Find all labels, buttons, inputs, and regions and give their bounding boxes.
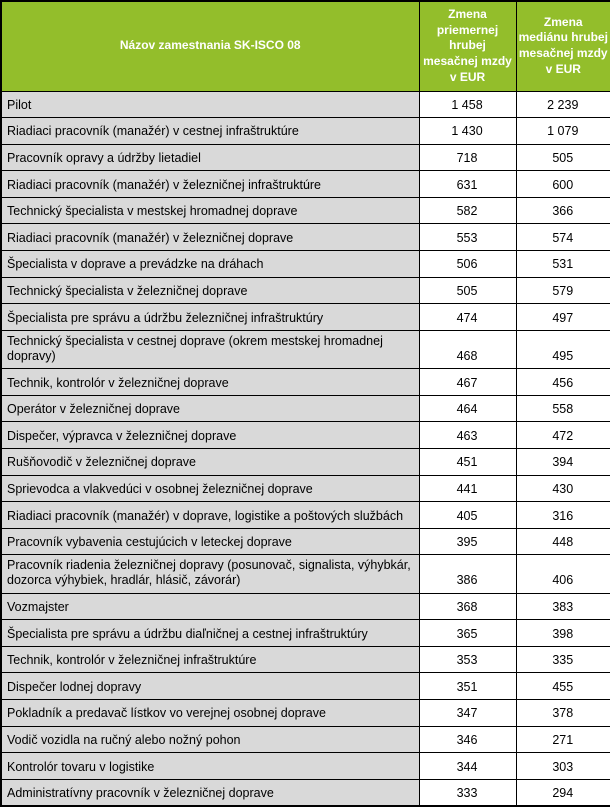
table-row xyxy=(1,673,610,700)
avg-wage-change-cell: 346 xyxy=(419,726,516,753)
avg-wage-change-cell: 347 xyxy=(419,700,516,727)
header-occupation-name: Názov zamestnania SK-ISCO 08 xyxy=(1,1,419,91)
median-wage-change-cell: 383 xyxy=(516,593,610,620)
occupation-name-cell: Technik, kontrolór v železničnej infraštruktúre xyxy=(1,646,419,673)
median-wage-change-cell: 1 079 xyxy=(516,118,610,145)
avg-wage-change-cell: 1 458 xyxy=(419,91,516,118)
occupation-name-cell: Vodič vozidla na ručný alebo nožný pohon xyxy=(1,726,419,753)
occupation-name-cell: Riadiaci pracovník (manažér) v železničnej doprave xyxy=(1,224,419,251)
header-median-wage-change: Zmena mediánu hrubej mesačnej mzdy v EUR xyxy=(516,1,610,91)
avg-wage-change-cell: 386 xyxy=(419,555,516,593)
occupation-name-cell: Riadiaci pracovník (manažér) v cestnej infraštruktúre xyxy=(1,118,419,145)
median-wage-change-cell: 430 xyxy=(516,475,610,502)
table-row xyxy=(1,277,610,304)
occupation-name-cell: Technický špecialista v železničnej doprave xyxy=(1,277,419,304)
table-row xyxy=(1,171,610,198)
occupation-name-cell: Kontrolór tovaru v logistike xyxy=(1,753,419,780)
occupation-name-cell: Pracovník opravy a údržby lietadiel xyxy=(1,144,419,171)
median-wage-change-cell: 505 xyxy=(516,144,610,171)
table-row xyxy=(1,726,610,753)
occupation-name-cell: Dispečer lodnej dopravy xyxy=(1,673,419,700)
median-wage-change-cell: 335 xyxy=(516,646,610,673)
occupation-name-cell: Pokladník a predavač lístkov vo verejnej osobnej doprave xyxy=(1,700,419,727)
occupation-name-cell: Technik, kontrolór v železničnej doprave xyxy=(1,369,419,396)
occupation-name-cell: Technický špecialista v mestskej hromadnej doprave xyxy=(1,197,419,224)
median-wage-change-cell: 378 xyxy=(516,700,610,727)
avg-wage-change-cell: 405 xyxy=(419,502,516,529)
occupation-name-cell: Administratívny pracovník v železničnej doprave xyxy=(1,779,419,806)
median-wage-change-cell: 497 xyxy=(516,304,610,331)
median-wage-change-cell: 472 xyxy=(516,422,610,449)
avg-wage-change-cell: 353 xyxy=(419,646,516,673)
avg-wage-change-cell: 468 xyxy=(419,330,516,368)
median-wage-change-cell: 316 xyxy=(516,502,610,529)
table-row xyxy=(1,330,610,368)
avg-wage-change-cell: 631 xyxy=(419,171,516,198)
occupation-name-cell: Operátor v železničnej doprave xyxy=(1,395,419,422)
table-row xyxy=(1,251,610,278)
table-header xyxy=(1,1,610,91)
table-row xyxy=(1,197,610,224)
avg-wage-change-cell: 441 xyxy=(419,475,516,502)
avg-wage-change-cell: 506 xyxy=(419,251,516,278)
table-row xyxy=(1,448,610,475)
table-row xyxy=(1,118,610,145)
table-row xyxy=(1,753,610,780)
occupation-name-cell: Sprievodca a vlakvedúci v osobnej železničnej doprave xyxy=(1,475,419,502)
table-row xyxy=(1,620,610,647)
median-wage-change-cell: 495 xyxy=(516,330,610,368)
occupation-name-cell: Rušňovodič v železničnej doprave xyxy=(1,448,419,475)
avg-wage-change-cell: 474 xyxy=(419,304,516,331)
table-row xyxy=(1,528,610,555)
table-row xyxy=(1,91,610,118)
median-wage-change-cell: 531 xyxy=(516,251,610,278)
table-row xyxy=(1,395,610,422)
occupation-name-cell: Pilot xyxy=(1,91,419,118)
avg-wage-change-cell: 464 xyxy=(419,395,516,422)
median-wage-change-cell: 406 xyxy=(516,555,610,593)
occupation-name-cell: Vozmajster xyxy=(1,593,419,620)
table-row xyxy=(1,144,610,171)
table-row xyxy=(1,779,610,806)
header-row xyxy=(1,1,610,91)
median-wage-change-cell: 366 xyxy=(516,197,610,224)
table-row xyxy=(1,700,610,727)
table-row xyxy=(1,475,610,502)
occupation-name-cell: Špecialista v doprave a prevádzke na dráhach xyxy=(1,251,419,278)
avg-wage-change-cell: 1 430 xyxy=(419,118,516,145)
median-wage-change-cell: 579 xyxy=(516,277,610,304)
avg-wage-change-cell: 463 xyxy=(419,422,516,449)
table-row xyxy=(1,369,610,396)
table-body xyxy=(1,91,610,806)
table-row xyxy=(1,555,610,593)
median-wage-change-cell: 398 xyxy=(516,620,610,647)
median-wage-change-cell: 394 xyxy=(516,448,610,475)
occupation-name-cell: Dispečer, výpravca v železničnej doprave xyxy=(1,422,419,449)
median-wage-change-cell: 2 239 xyxy=(516,91,610,118)
occupation-name-cell: Pracovník riadenia železničnej dopravy (posunovač, signalista, výhybkár, dozorca výhybiek, hradlár, hlásič, závorár) xyxy=(1,555,419,593)
avg-wage-change-cell: 395 xyxy=(419,528,516,555)
median-wage-change-cell: 294 xyxy=(516,779,610,806)
occupation-name-cell: Riadiaci pracovník (manažér) v železničnej infraštruktúre xyxy=(1,171,419,198)
avg-wage-change-cell: 344 xyxy=(419,753,516,780)
median-wage-change-cell: 600 xyxy=(516,171,610,198)
avg-wage-change-cell: 333 xyxy=(419,779,516,806)
avg-wage-change-cell: 582 xyxy=(419,197,516,224)
avg-wage-change-cell: 351 xyxy=(419,673,516,700)
median-wage-change-cell: 271 xyxy=(516,726,610,753)
occupation-name-cell: Špecialista pre správu a údržbu diaľničnej a cestnej infraštruktúry xyxy=(1,620,419,647)
median-wage-change-cell: 574 xyxy=(516,224,610,251)
median-wage-change-cell: 558 xyxy=(516,395,610,422)
avg-wage-change-cell: 365 xyxy=(419,620,516,647)
avg-wage-change-cell: 718 xyxy=(419,144,516,171)
median-wage-change-cell: 455 xyxy=(516,673,610,700)
table-row xyxy=(1,304,610,331)
median-wage-change-cell: 456 xyxy=(516,369,610,396)
median-wage-change-cell: 448 xyxy=(516,528,610,555)
avg-wage-change-cell: 467 xyxy=(419,369,516,396)
table-row xyxy=(1,593,610,620)
avg-wage-change-cell: 368 xyxy=(419,593,516,620)
occupation-name-cell: Riadiaci pracovník (manažér) v doprave, logistike a poštových službách xyxy=(1,502,419,529)
avg-wage-change-cell: 553 xyxy=(419,224,516,251)
table-row xyxy=(1,422,610,449)
table-row xyxy=(1,224,610,251)
table-row xyxy=(1,646,610,673)
table-row xyxy=(1,502,610,529)
occupation-name-cell: Technický špecialista v cestnej doprave (okrem mestskej hromadnej dopravy) xyxy=(1,330,419,368)
avg-wage-change-cell: 451 xyxy=(419,448,516,475)
occupation-name-cell: Špecialista pre správu a údržbu železničnej infraštruktúry xyxy=(1,304,419,331)
occupation-name-cell: Pracovník vybavenia cestujúcich v leteckej doprave xyxy=(1,528,419,555)
avg-wage-change-cell: 505 xyxy=(419,277,516,304)
median-wage-change-cell: 303 xyxy=(516,753,610,780)
header-avg-wage-change: Zmena priemernej hrubej mesačnej mzdy v EUR xyxy=(419,1,516,91)
